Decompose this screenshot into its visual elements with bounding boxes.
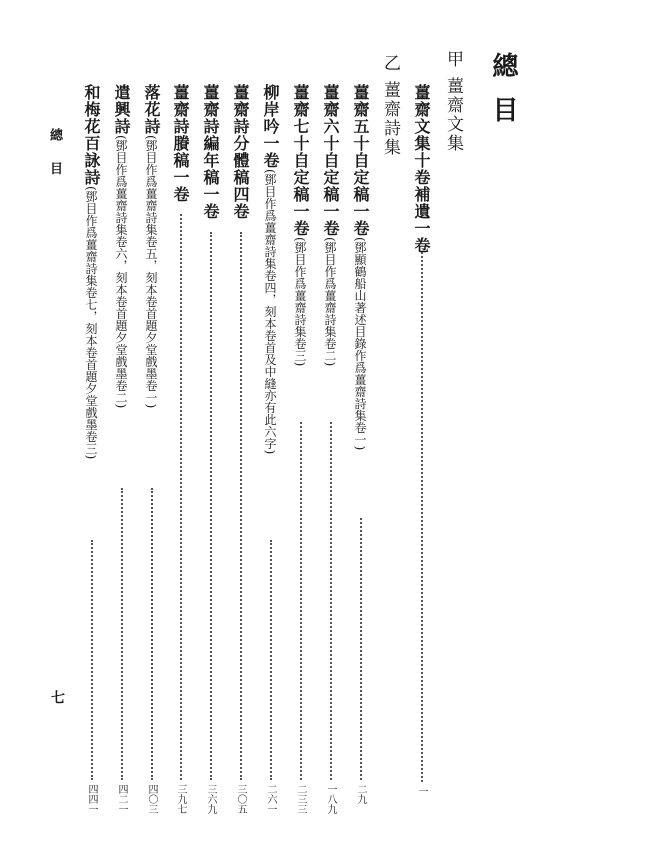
dot-leader <box>180 214 182 780</box>
section-name: 薑齋文集 <box>443 77 463 153</box>
toc-entry-4 <box>262 84 278 454</box>
entry-page-number: 一八九 <box>325 784 336 814</box>
section-label: 甲 <box>443 50 463 69</box>
entry-title: 薑齋六十自定稿一卷 <box>321 84 340 237</box>
entry-title: 薑齋七十自定稿一卷 <box>291 84 310 237</box>
toc-entry-3 <box>292 84 308 366</box>
dot-leader <box>330 422 332 780</box>
entry-page-number: 三九七 <box>175 784 186 814</box>
entry-title: 薑齋詩編年稿一卷 <box>201 84 220 220</box>
toc-entry-6 <box>202 84 218 220</box>
section-label: 乙 <box>380 54 400 73</box>
entry-note: (鄧目作爲薑齋詩集卷三) <box>293 237 307 367</box>
entry-note: (鄧顯鶴船山著述目錄作爲薑齋詩集卷一) <box>353 237 367 451</box>
entry-title: 柳岸吟一卷 <box>261 84 280 169</box>
entry-note: (鄧目作爲薑齋詩集卷四，刻本卷首及中縫亦有此六字) <box>263 169 277 455</box>
entry-note: (鄧目作爲薑齋詩集卷二) <box>323 237 337 367</box>
entry-note: (鄧目作爲薑齋詩集卷五，刻本卷首題夕堂戲墨卷一) <box>144 135 158 409</box>
toc-entry-2 <box>322 84 338 366</box>
dot-leader <box>300 422 302 780</box>
entry-page-number: 一 <box>416 786 427 796</box>
section-name: 薑齋詩集 <box>380 81 400 157</box>
entry-title: 和梅花百詠詩 <box>82 84 101 186</box>
entry-page-number: 三〇五 <box>235 784 246 814</box>
entry-title: 落花詩 <box>142 84 161 135</box>
entry-title: 薑齋詩分體稿四卷 <box>231 84 250 220</box>
entry-title: 遣興詩 <box>112 84 131 135</box>
toc-entry-1 <box>352 84 368 450</box>
dot-leader <box>240 232 242 780</box>
toc-entry-0 <box>413 84 429 254</box>
toc-entry-8 <box>143 84 159 408</box>
toc-entry-9 <box>113 84 129 408</box>
entry-page-number: 二九 <box>355 784 366 804</box>
entry-page-number: 四二一 <box>116 784 127 814</box>
section-heading-jia <box>444 50 461 153</box>
page-number: 七 <box>49 690 65 704</box>
dot-leader <box>210 232 212 780</box>
entry-page-number: 三六九 <box>205 784 216 814</box>
page-title: 總目 <box>488 52 518 140</box>
entry-page-number: 二六一 <box>265 784 276 814</box>
dot-leader <box>151 488 153 780</box>
entry-page-number: 四〇三 <box>146 784 157 814</box>
dot-leader <box>421 252 423 782</box>
dot-leader <box>270 540 272 780</box>
section-heading-yi <box>381 54 398 157</box>
toc-entry-7 <box>172 84 188 203</box>
dot-leader <box>360 518 362 780</box>
toc-entry-5 <box>232 84 248 220</box>
entry-title: 薑齋詩賸稿一卷 <box>171 84 190 203</box>
entry-page-number: 四四一 <box>86 784 97 814</box>
entry-title: 薑齋文集十卷補遺一卷 <box>412 84 431 254</box>
dot-leader <box>121 488 123 780</box>
toc-entry-10 <box>83 84 99 459</box>
entry-note: (鄧目作爲薑齋詩集卷六，刻本卷首題夕堂戲墨卷二) <box>114 135 128 409</box>
entry-note: (鄧目作爲薑齋詩集卷七，刻本卷首題夕堂戲墨卷三) <box>84 186 98 460</box>
entry-page-number: 二三三 <box>295 784 306 814</box>
entry-title: 薑齋五十自定稿一卷 <box>351 84 370 237</box>
dot-leader <box>91 540 93 780</box>
running-head: 總 目 <box>47 128 62 183</box>
